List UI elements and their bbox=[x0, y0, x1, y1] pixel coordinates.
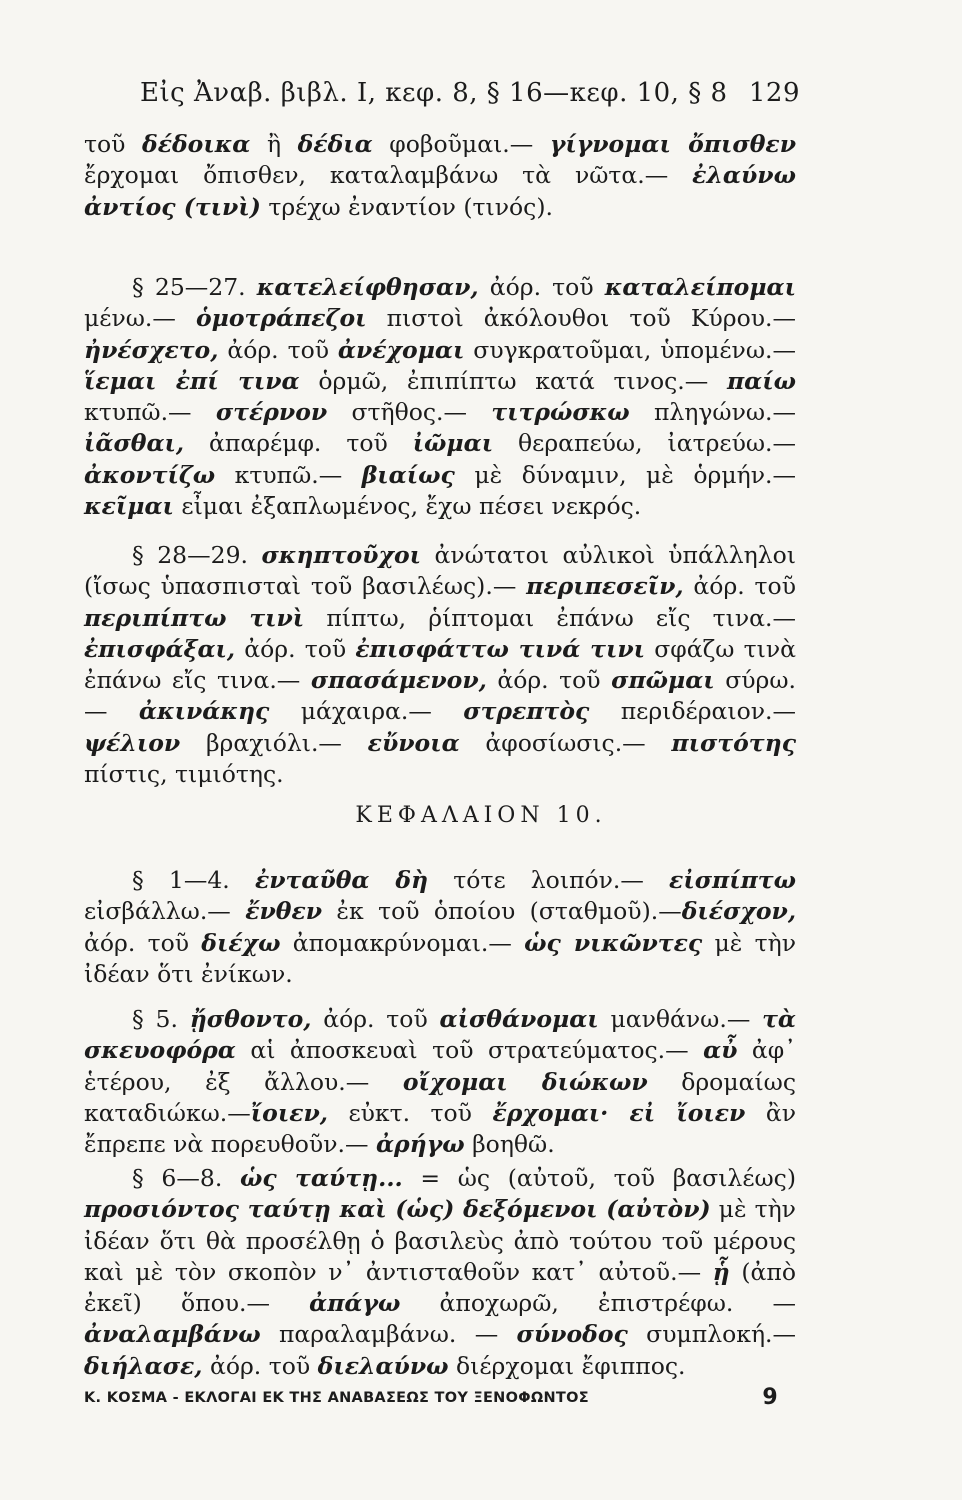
gloss-text: σφάζω τινὰ ἐπάνω εἴς τινα.— bbox=[84, 634, 797, 695]
gloss-text: μένω.— bbox=[84, 304, 196, 333]
gloss-text: πίστις, τιμιότης. bbox=[84, 760, 284, 789]
gloss-text: βραχιόλι.— bbox=[180, 728, 368, 757]
paragraph-1 bbox=[84, 129, 796, 223]
headword: σπῶμαι bbox=[611, 666, 715, 695]
paragraph-4 bbox=[84, 865, 796, 990]
headword: ἰᾶσθαι, bbox=[84, 429, 185, 458]
gloss-text: φοβοῦμαι.— bbox=[372, 130, 550, 158]
gloss-text: ἀπομακρύνομαι.— bbox=[280, 928, 525, 957]
headword: ἀρήγω bbox=[375, 1130, 465, 1159]
headword: ἀναλαμβάνω bbox=[84, 1320, 261, 1349]
chapter-heading: ΚΕΦΑΛΑΙΟΝ 10. bbox=[355, 803, 607, 828]
gloss-text: ὁρμῶ, ἐπιπίπτω κατά τινος.— bbox=[299, 366, 727, 395]
gloss-text: § 6—8. bbox=[132, 1164, 240, 1192]
gloss-text: τοῦ bbox=[84, 130, 143, 158]
footer-book-title: Κ. ΚΟΣΜΑ - ΕΚΛΟΓΑΙ ΕΚ ΤΗΣ ΑΝΑΒΑΣΕΩΣ ΤΟΥ ΞΕΝΟΦΩΝΤΟΣ bbox=[84, 1390, 589, 1406]
gloss-text: μανθάνω.— bbox=[598, 1005, 763, 1033]
gloss-text: μὲ τὴν ἰδέαν ὅτι θὰ προσέλθῃ ὁ βασιλεὺς ἀπὸ τούτου τοῦ μέρους καὶ μὲ τὸν σκοπὸν ν᾽ ἀντισταθοῦν κατ᾽ αὐτοῦ.— bbox=[84, 1195, 796, 1286]
headword: περιπίπτω τινὶ bbox=[84, 603, 305, 632]
headword: ἀκοντίζω bbox=[84, 460, 216, 489]
headword: ἵεμαι ἐπί τινα bbox=[84, 366, 300, 395]
headword: τὰ σκευοφόρα bbox=[84, 1005, 796, 1065]
gloss-text: πίπτω, ῥίπτομαι ἐπάνω εἴς τινα.— bbox=[304, 603, 796, 632]
gloss-text: = ὡς (αὐτοῦ, τοῦ βασιλέως) bbox=[402, 1164, 796, 1192]
gloss-text: § 1—4. bbox=[132, 866, 255, 894]
headword: ψέλιον bbox=[84, 728, 181, 757]
gloss-text: αἱ ἀποσκευαὶ τοῦ στρατεύματος.— bbox=[235, 1036, 704, 1065]
gloss-text: δρομαίως καταδιώκω.— bbox=[84, 1067, 796, 1127]
gloss-text: εὐκτ. τοῦ bbox=[327, 1098, 493, 1127]
gloss-text: ἀφοσίωσις.— bbox=[459, 728, 672, 757]
gloss-text: ἔρχομαι ὄπισθεν, καταλαμβάνω τὰ νῶτα.— bbox=[84, 161, 693, 190]
gloss-text: θεραπεύω, ἰατρεύω.— bbox=[493, 429, 796, 458]
gloss-text: ἀόρ. τοῦ bbox=[84, 928, 202, 957]
headword: στρεπτὸς bbox=[463, 697, 590, 726]
gloss-text: μὲ δύναμιν, μὲ ὁρμήν.— bbox=[454, 460, 796, 489]
gloss-text: εἰσβάλλω.— bbox=[84, 897, 246, 926]
gloss-text: ἀόρ. τοῦ bbox=[478, 273, 605, 301]
headword: εὔνοια bbox=[367, 728, 460, 757]
gloss-text: πληγώνω.— bbox=[629, 398, 796, 427]
headword: διελαύνω bbox=[317, 1351, 449, 1380]
gloss-text: ἐκ τοῦ ὁποίου (σταθμοῦ).— bbox=[322, 897, 682, 926]
gloss-text: ἢ bbox=[250, 130, 298, 158]
gloss-text: ἀπαρέμφ. τοῦ bbox=[184, 429, 413, 458]
headword: ἐλαύνω ἀντίος (τινὶ) bbox=[84, 161, 796, 221]
gloss-text: σύρω.— bbox=[84, 666, 796, 726]
headword: ᾗ bbox=[712, 1257, 730, 1286]
headword: ὁμοτράπεζοι bbox=[195, 304, 367, 333]
headword: αἰσθάνομαι bbox=[439, 1005, 599, 1033]
gloss-text: ἀόρ. τοῦ bbox=[311, 1005, 440, 1033]
headword: δέδια bbox=[297, 130, 373, 158]
headword: ἐνταῦθα δὴ bbox=[254, 866, 429, 894]
headword: διέχω bbox=[201, 928, 281, 957]
gloss-text: ἀόρ. τοῦ bbox=[218, 335, 338, 364]
headword: περιπεσεῖν, bbox=[526, 572, 684, 601]
gloss-text: στῆθος.— bbox=[327, 398, 492, 427]
gloss-text: συμπλοκή.— bbox=[627, 1320, 796, 1349]
headword: ἐπισφάττω τινά τινι bbox=[355, 634, 646, 663]
headword: ἔνθεν bbox=[245, 897, 323, 926]
gloss-text: § 25—27. bbox=[132, 273, 257, 301]
headword: ἀπάγω bbox=[309, 1289, 401, 1318]
gloss-text: βοηθῶ. bbox=[464, 1130, 555, 1159]
headword: πιστότης bbox=[671, 728, 796, 757]
gloss-text: κτυπῶ.— bbox=[84, 398, 216, 427]
gloss-text: § 5. bbox=[132, 1005, 190, 1033]
headword: ὡς νικῶντες bbox=[524, 928, 703, 957]
gloss-text: διέρχομαι ἔφιππος. bbox=[448, 1351, 686, 1380]
headword: γίγνομαι ὄπισθεν bbox=[549, 130, 797, 158]
headword: βιαίως bbox=[361, 460, 455, 489]
paragraph-6 bbox=[84, 1163, 796, 1382]
gloss-text: εἶμαι ἐξαπλωμένος, ἔχω πέσει νεκρός. bbox=[173, 492, 642, 521]
headword: ᾔσθοντο, bbox=[189, 1005, 312, 1033]
headword: ἴοιεν, bbox=[250, 1098, 328, 1127]
gloss-text: τρέχω ἐναντίον (τινός). bbox=[260, 192, 553, 221]
gloss-text: ἂν ἔπρεπε νὰ πορευθοῦν.— bbox=[84, 1098, 796, 1159]
gloss-text: παραλαμβάνω. — bbox=[260, 1320, 517, 1349]
signature-mark: 9 bbox=[762, 1385, 778, 1410]
gloss-text: ἀόρ. τοῦ bbox=[486, 666, 612, 695]
headword: διήλασε, bbox=[84, 1351, 203, 1380]
headword: σπασάμενον, bbox=[310, 666, 487, 695]
gloss-text: ἀποχωρῶ, ἐπιστρέφω. — bbox=[400, 1289, 796, 1318]
gloss-text: πιστοὶ ἀκόλουθοι τοῦ Κύρου.— bbox=[366, 304, 796, 333]
headword: εἰσπίπτω bbox=[669, 866, 796, 894]
gloss-text: συγκρατοῦμαι, ὑπομένω.— bbox=[464, 335, 796, 364]
gloss-text: τότε λοιπόν.— bbox=[428, 866, 670, 894]
headword: δέδοικα bbox=[142, 130, 251, 158]
headword: σκηπτοῦχοι bbox=[261, 541, 421, 569]
headword: κατελείφθησαν, bbox=[256, 273, 479, 301]
headword: οἴχομαι διώκων bbox=[402, 1067, 648, 1096]
page-number: 129 bbox=[748, 78, 800, 108]
gloss-text: μὲ τὴν ἰδέαν ὅτι ἐνίκων. bbox=[84, 928, 796, 988]
headword: διέσχον, bbox=[681, 897, 797, 926]
paragraph-5 bbox=[84, 1004, 796, 1160]
gloss-text: ἀόρ. τοῦ bbox=[683, 572, 796, 601]
headword: ἀνέχομαι bbox=[337, 335, 465, 364]
running-head-title: Εἰς Ἀναβ. βιβλ. Ι, κεφ. 8, § 16—κεφ. 10, § 8 bbox=[140, 78, 728, 108]
gloss-text: περιδέραιον.— bbox=[589, 697, 796, 726]
gloss-text: § 28—29. bbox=[132, 541, 262, 569]
headword: καταλείπομαι bbox=[604, 273, 796, 301]
headword: κεῖμαι bbox=[84, 492, 174, 521]
gloss-text: (ἀπὸ ἐκεῖ) ὅπου.— bbox=[84, 1257, 796, 1318]
headword: ἀκινάκης bbox=[138, 697, 270, 726]
headword: ἰῶμαι bbox=[412, 429, 494, 458]
headword: στέρνον bbox=[215, 398, 328, 427]
headword: ἔρχομαι· εἰ ἴοιεν bbox=[492, 1098, 746, 1127]
gloss-text: μάχαιρα.— bbox=[269, 697, 464, 726]
page-footer bbox=[84, 1385, 796, 1415]
gloss-text: ἀφ᾽ ἑτέρου, ἐξ ἄλλου.— bbox=[84, 1036, 796, 1096]
running-header bbox=[130, 78, 800, 114]
headword: παίω bbox=[726, 366, 797, 395]
headword: ἐπισφάξαι, bbox=[84, 634, 236, 663]
gloss-text: ἀόρ. τοῦ bbox=[235, 634, 356, 663]
headword: ὡς ταύτῃ... bbox=[239, 1164, 403, 1192]
gloss-text: κτυπῶ.— bbox=[215, 460, 362, 489]
gloss-text: ἀνώτατοι αὐλικοὶ ὑπάλληλοι (ἴσως ὑπασπισταὶ τοῦ βασιλέως).— bbox=[84, 541, 796, 601]
headword: αὖ bbox=[703, 1036, 738, 1065]
paragraph-3 bbox=[84, 540, 796, 790]
paragraph-2 bbox=[84, 272, 796, 522]
headword: τιτρώσκω bbox=[491, 398, 630, 427]
headword: σύνοδος bbox=[516, 1320, 628, 1349]
headword: προσιόντος ταύτῃ καὶ (ὡς) δεξόμενοι (αὐτὸν) bbox=[84, 1195, 711, 1224]
gloss-text: ἀόρ. τοῦ bbox=[202, 1351, 318, 1380]
headword: ἠνέσχετο, bbox=[84, 335, 219, 364]
